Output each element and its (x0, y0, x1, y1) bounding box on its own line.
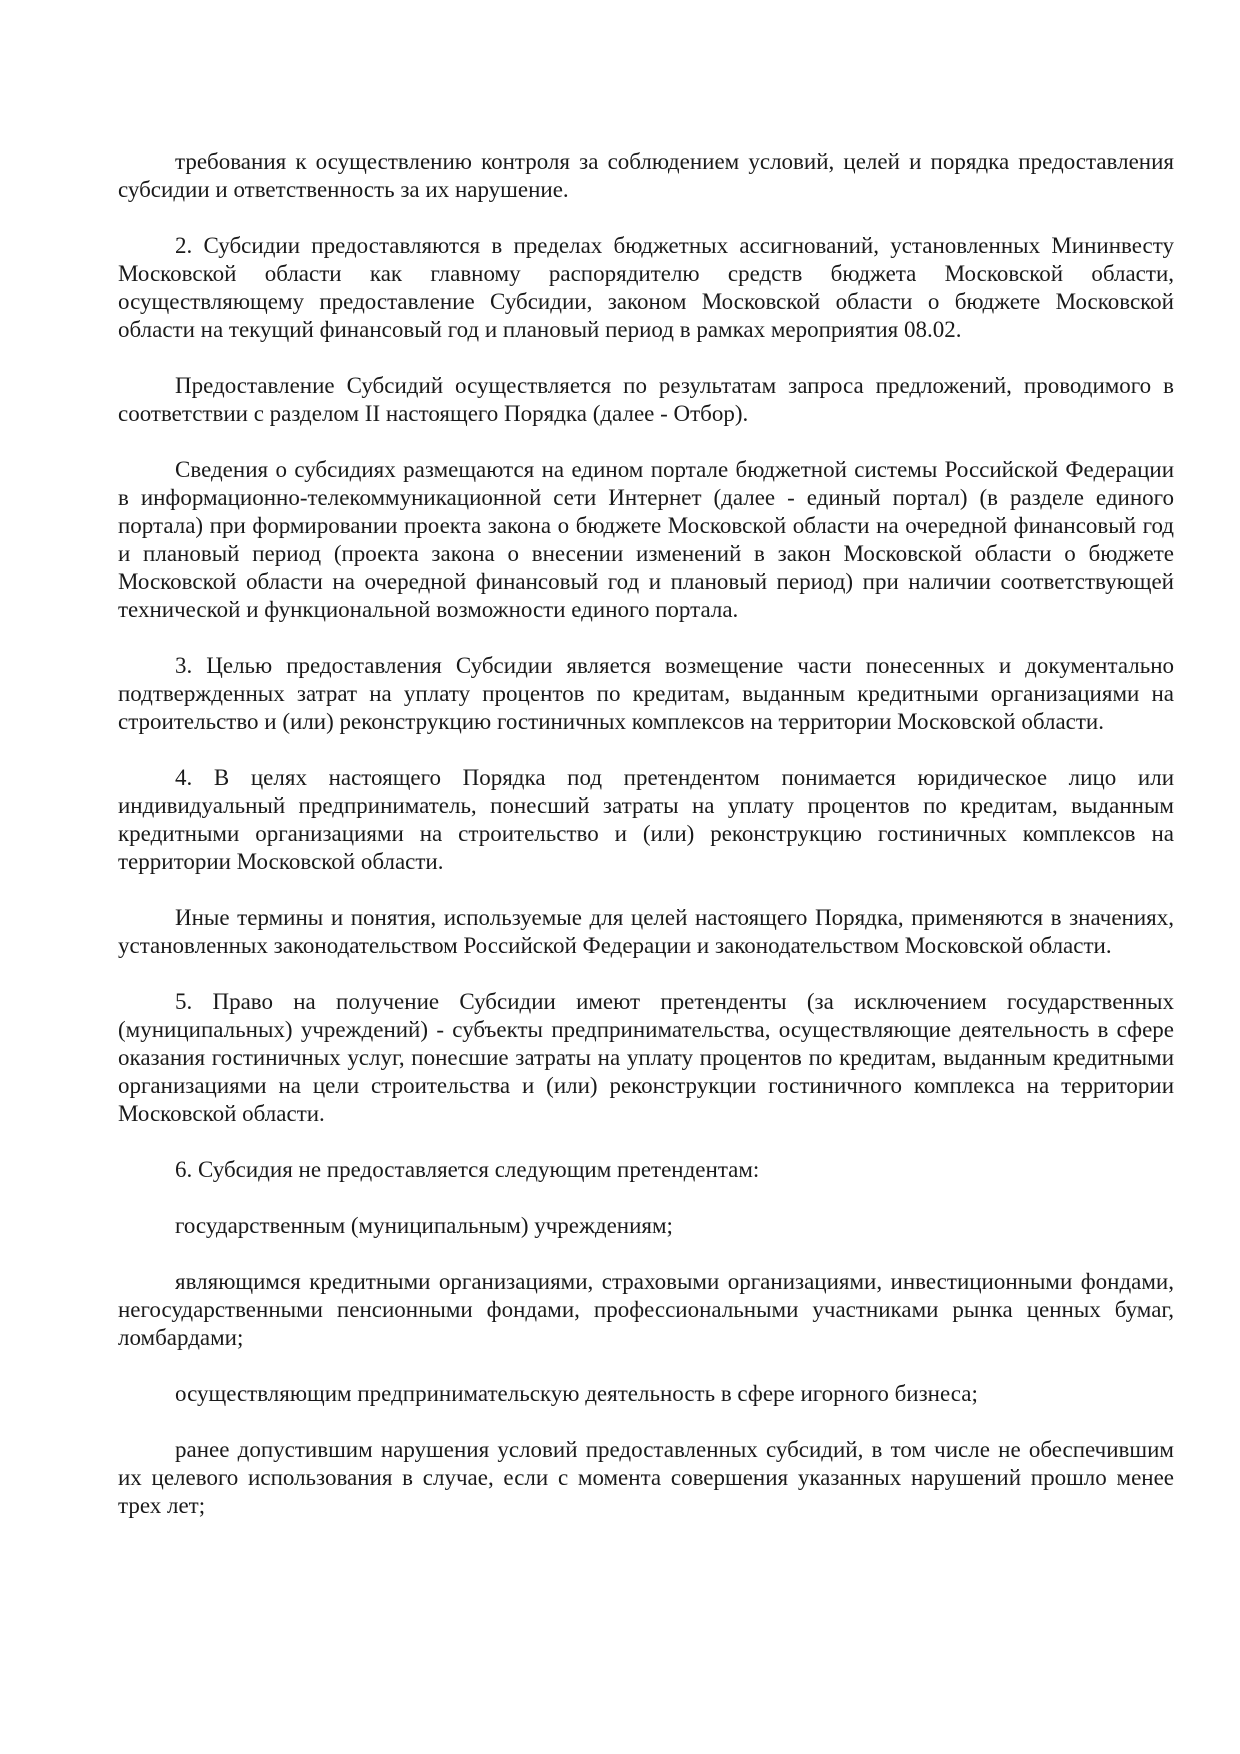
paragraph-item-3-purpose: 3. Целью предоставления Субсидии является возмещение части понесенных и документально подтвержденных затрат на уплату процентов по кредитам, выданным кредитными организациями на строительство и (или) реконструкцию гостиничных комплексов на территории Московской области. (118, 653, 1174, 734)
paragraph-item-2-budget-allocations: 2. Субсидии предоставляются в пределах бюджетных ассигнований, установленных Мининвесту Московской области как главному распорядителю средств бюджета Московской области, осуществляющему предоставление Субсидии, законом Московской области о бюджете Московской области на текущий финансовый год и плановый период в рамках мероприятия 08.02. (118, 233, 1174, 342)
paragraph-item-5-eligibility: 5. Право на получение Субсидии имеют претенденты (за исключением государственных (муниципальных) учреждений) - субъекты предпринимательства, осуществляющие деятельность в сфере оказания гостиничных услуг, понесшие затраты на уплату процентов по кредитам, выданным кредитными организациями на цели строительства и (или) реконструкции гостиничного комплекса на территории Московской области. (118, 989, 1174, 1126)
paragraph-other-terms: Иные термины и понятия, используемые для целей настоящего Порядка, применяются в значениях, установленных законодательством Российской Федерации и законодательством Московской области. (118, 905, 1174, 958)
paragraph-item-4-applicant-definition: 4. В целях настоящего Порядка под претендентом понимается юридическое лицо или индивидуальный предприниматель, понесший затраты на уплату процентов по кредитам, выданным кредитными организациями на строительство и (или) реконструкцию гостиничных комплексов на территории Московской области. (118, 765, 1174, 874)
list-item-exclusion-state-institutions: государственным (муниципальным) учреждениям; (175, 1213, 673, 1238)
list-item-exclusion-financial-organizations: являющимся кредитными организациями, страховыми организациями, инвестиционными фондами, негосударственными пенсионными фондами, профессиональными участниками рынка ценных бумаг, ломбардами; (118, 1269, 1174, 1350)
document-body (118, 148, 1174, 1520)
paragraph-control-requirements: требования к осуществлению контроля за соблюдением условий, целей и порядка предоставления субсидии и ответственность за их нарушение. (118, 149, 1174, 202)
paragraph-item-6-exclusions-intro: 6. Субсидия не предоставляется следующим претендентам: (175, 1157, 760, 1182)
paragraph-selection-procedure: Предоставление Субсидий осуществляется по результатам запроса предложений, проводимого в соответствии с разделом II настоящего Порядка (далее - Отбор). (118, 373, 1174, 426)
list-item-exclusion-gambling: осуществляющим предпринимательскую деятельность в сфере игорного бизнеса; (175, 1381, 978, 1406)
paragraph-unified-portal-info: Сведения о субсидиях размещаются на едином портале бюджетной системы Российской Федерации в информационно-телекоммуникационной сети Интернет (далее - единый портал) (в разделе единого портала) при формировании проекта закона о бюджете Московской области на очередной финансовый год и плановый период (проекта закона о внесении изменений в закон Московской области о бюджете Московской области на очередной финансовый год и плановый период) при наличии соответствующей технической и функциональной возможности единого портала. (118, 457, 1174, 622)
list-item-exclusion-prior-violations: ранее допустившим нарушения условий предоставленных субсидий, в том числе не обеспечившим их целевого использования в случае, если с момента совершения указанных нарушений прошло менее трех лет; (118, 1437, 1174, 1518)
